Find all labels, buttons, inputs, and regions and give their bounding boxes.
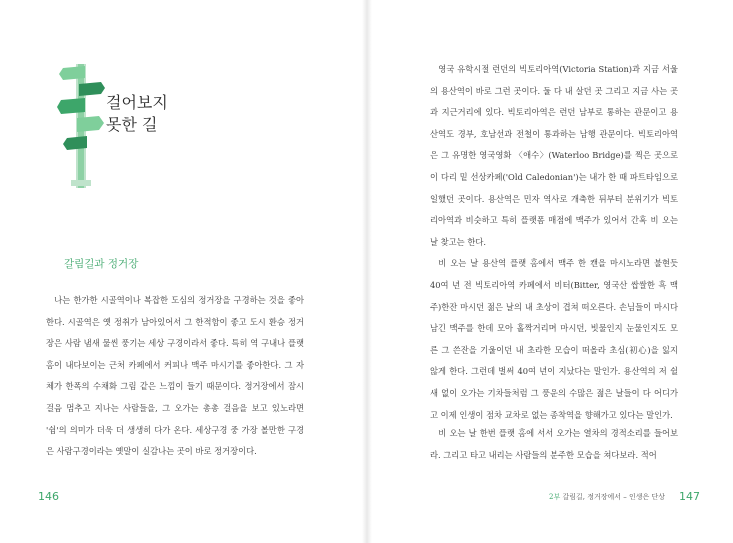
section-heading: 갈림길과 정거장 xyxy=(64,258,139,270)
page-number-left: 146 xyxy=(38,490,59,503)
chapter-title xyxy=(106,92,168,136)
paragraph: 비 오는 날 용산역 플랫 홈에서 맥주 한 캔을 마시노라면 불현듯 40여 년 전 빅토리아역 카페에서 비터(Bitter, 영국산 쌉쌀한 흑 맥주)한잔 마시던 젊은 날의 내 초상이 겹쳐 떠오른다. 손님들이 마시다 남긴 맥주를 한데 모아 홀짝거리며 마시던, 빗물인지 눈물인지도 모른 그 쓴잔을 기울이던 내 초라한 모습이 떠올라 초심(初心)을 잃지 않게 한다. 그런데 벌써 40여 년이 지났다는 말인가. 용산역의 저 쉴 새 없이 오가는 기차들처럼 그 풍운의 수많은 젊은 날들이 다 어디가고 이제 인생이 점차 교차로 없는 종착역을 향해가고 있다는 말인가. xyxy=(430,258,678,420)
running-head-text: 갈림길, 정거장에서 – 인생은 단상 xyxy=(562,493,665,501)
page-number-right: 147 xyxy=(679,490,700,503)
paragraph: 비 오는 날 한번 플랫 홈에 서서 오가는 열차의 경적소리를 들어보라. 그리고 타고 내리는 사람들의 분주한 모습을 쳐다보라. 적어 xyxy=(430,428,678,460)
chapter-title-line2: 못한 길 xyxy=(106,115,158,134)
chapter-title-line1: 걸어보지 xyxy=(106,93,168,112)
running-head xyxy=(549,492,665,502)
right-page xyxy=(367,0,733,543)
left-page xyxy=(0,0,366,543)
signpost-icon xyxy=(57,58,107,190)
right-body-text xyxy=(430,59,678,426)
paragraph: 나는 한가한 시골역이나 복잡한 도심의 정거장을 구경하는 것을 좋아한다. 시골역은 옛 정취가 남아있어서 그 한적함이 좋고 도시 환승 정거장은 사람 냄새 물씬 풍기는 세상 구경이라서 좋다. 특히 역 구내나 플랫 홈이 내다보이는 근처 카페에서 커피나 맥주 마시기를 좋아한다. 그 자체가 한폭의 수채화 그림 같은 느낌이 들기 때문이다. 정거장에서 잠시 걸음 멈추고 지나는 사람들을, 그 오가는 총총 걸음을 보고 있노라면 '쉼'의 의미가 더욱 더 생생히 다가 온다. 세상구경 중 가장 볼만한 구경은 사람구경이라는 옛말이 실감나는 곳이 바로 정거장이다. xyxy=(46,295,304,457)
running-head-part: 2부 xyxy=(549,493,561,501)
right-body-text-continued xyxy=(430,423,678,466)
paragraph: 영국 유학시절 런던의 빅토리아역(Victoria Station)과 지금 서울의 용산역이 바로 그런 곳이다. 둘 다 내 살던 곳 그리고 지금 사는 곳과 지근거리에 있다. 빅토리아역은 런던 남부로 통하는 관문이고 용산역도 경부, 호남선과 전철이 통과하는 남행 관문이다. 빅토리아역은 그 유명한 영국영화 〈애수〉(Waterloo Bridge)를 찍은 곳으로 이 다리 밑 선상카페('Old Caledonian')는 내가 한 때 파트타임으로 일했던 곳이다. 용산역은 민자 역사로 개축한 뒤부터 분위기가 빅토리아역과 비슷하고 특히 플랫폼 매점에 맥주가 있어서 간혹 비 오는 날 찾고는 한다. xyxy=(430,64,678,247)
left-body-text xyxy=(46,290,304,463)
